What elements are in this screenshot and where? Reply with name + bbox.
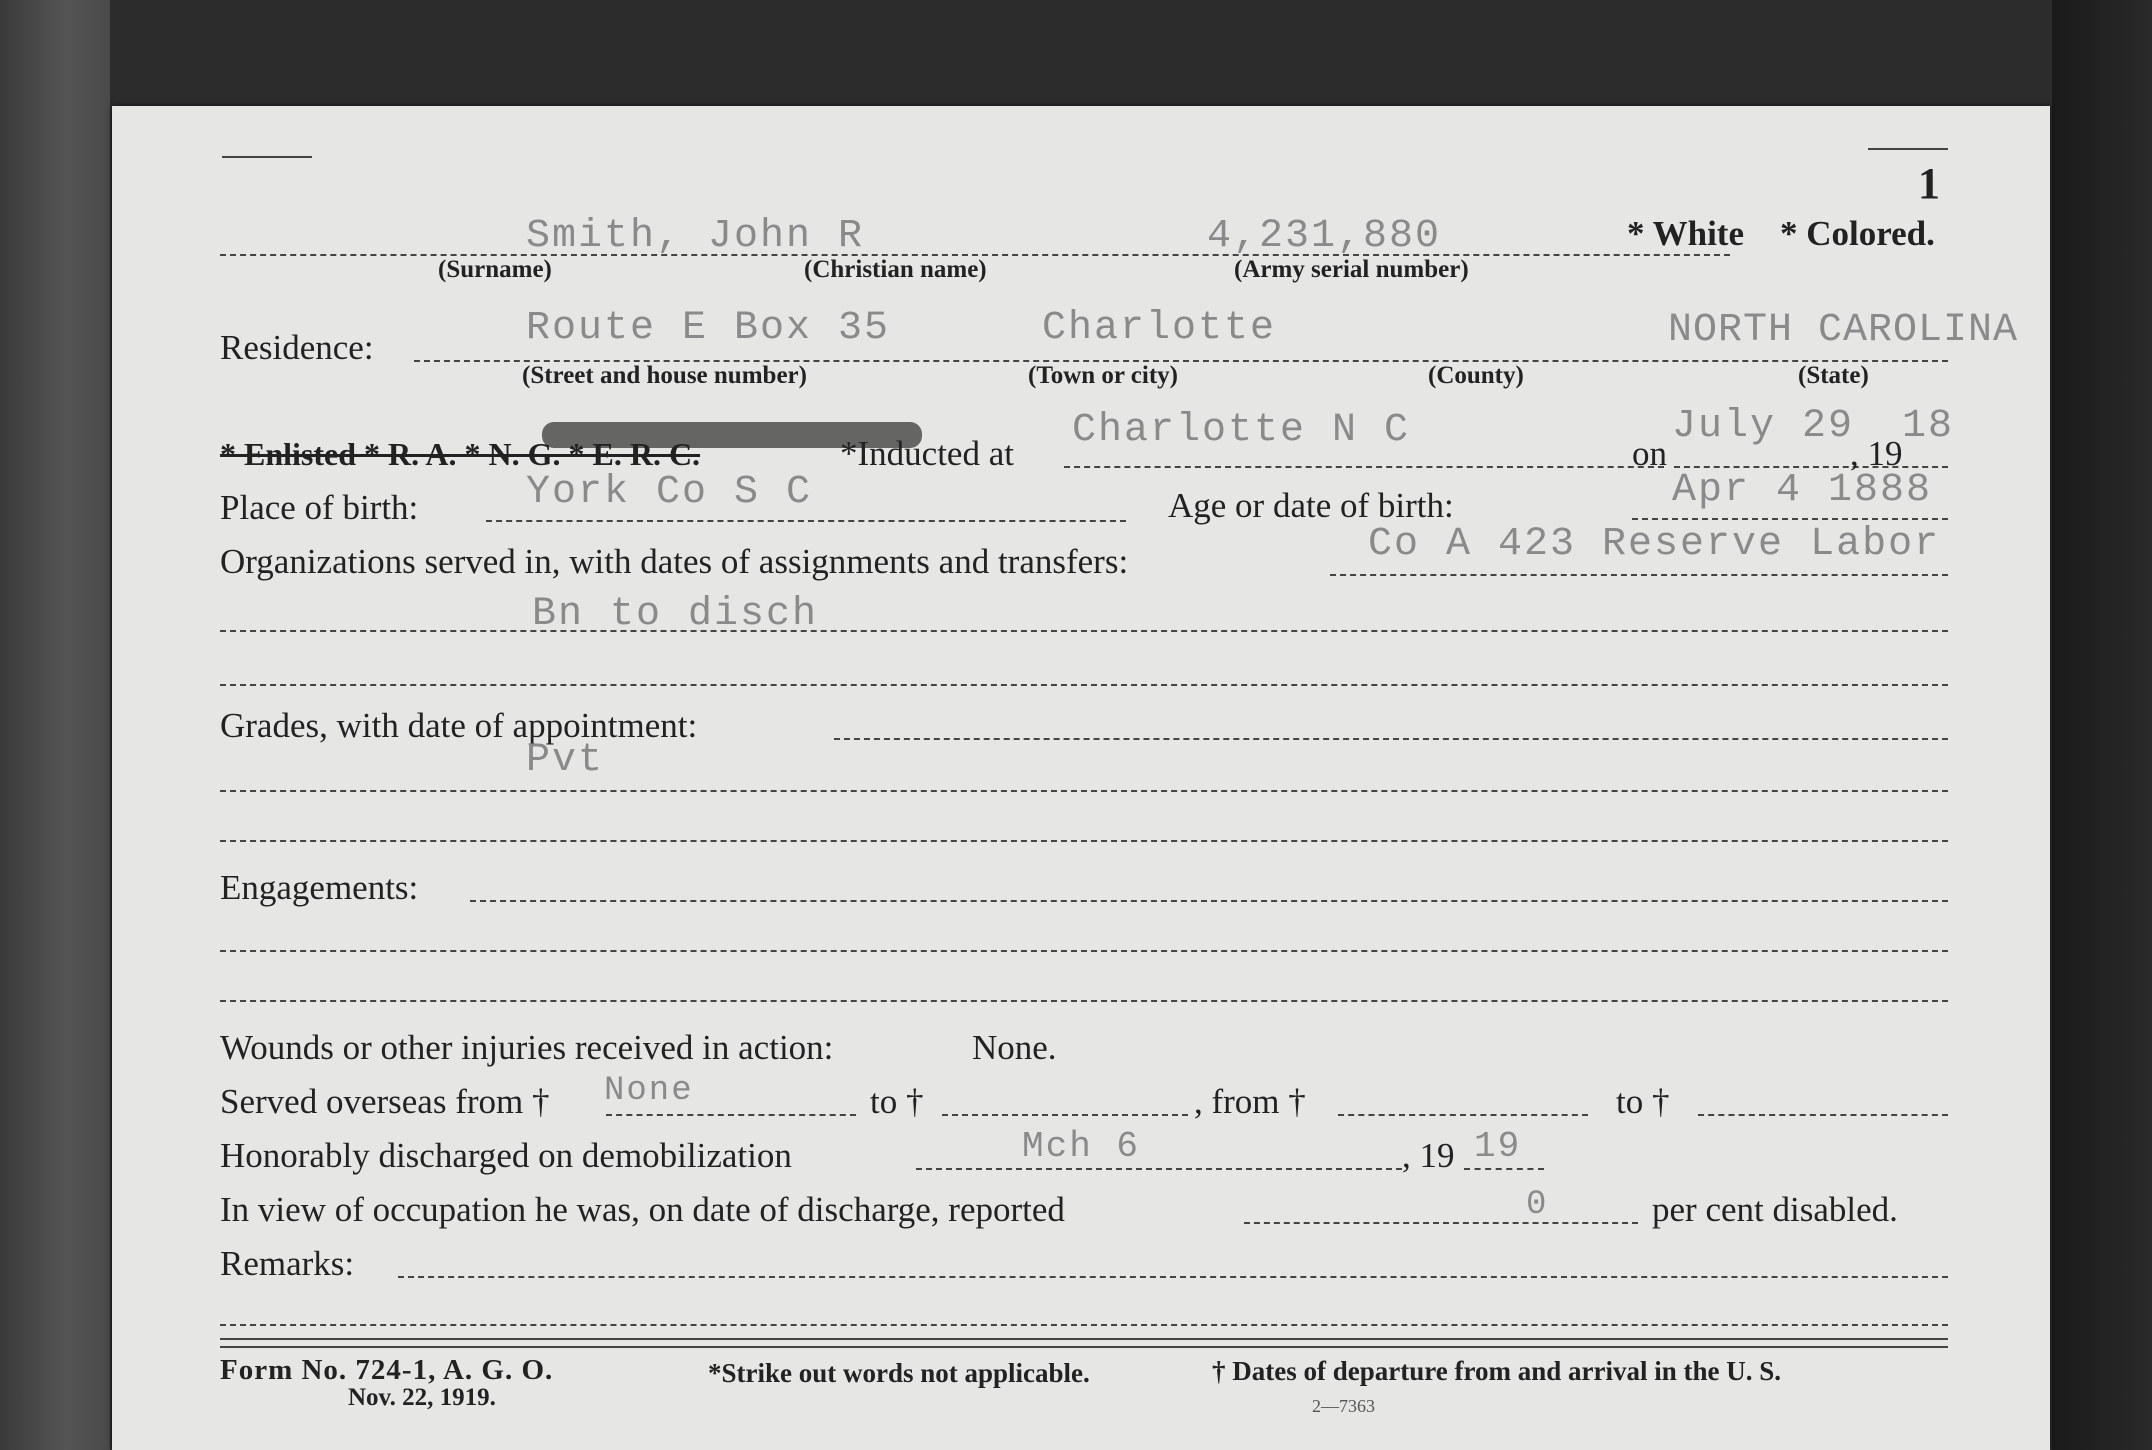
disability-line <box>1244 1222 1638 1224</box>
inducted-place: Charlotte N C <box>1072 408 1411 453</box>
disability-suffix: per cent disabled. <box>1652 1190 1898 1229</box>
organizations-label: Organizations served in, with dates of assignments and transfers: <box>220 542 1129 581</box>
discharge-date-line <box>916 1168 1402 1170</box>
engagements-line-1 <box>470 900 1948 902</box>
disability-label: In view of occupation he was, on date of discharge, reported <box>220 1190 1065 1229</box>
enlistment-types-struck: * Enlisted * R. A. * N. G. * E. R. C. <box>220 436 701 472</box>
form-number: Form No. 724-1, A. G. O. <box>220 1354 554 1386</box>
caption-surname: (Surname) <box>438 256 552 283</box>
discharge-date: Mch 6 <box>1022 1126 1141 1167</box>
printer-mark: 2—7363 <box>1312 1396 1375 1416</box>
on-label: on <box>1632 434 1667 473</box>
inducted-line <box>1064 466 1664 468</box>
caption-state: (State) <box>1798 362 1869 389</box>
remarks-label: Remarks: <box>220 1244 355 1283</box>
induction-year-prefix: , 19 <box>1850 434 1903 473</box>
overseas-to-line <box>942 1114 1188 1116</box>
white-option: * White <box>1627 214 1744 253</box>
discharge-year-line <box>1464 1168 1544 1170</box>
birth-date-value: Apr 4 1888 <box>1672 468 1933 513</box>
scan-border-left <box>0 0 110 1450</box>
service-record-card <box>112 106 2050 1450</box>
caption-county: (County) <box>1428 362 1524 389</box>
overseas-from-line <box>606 1114 856 1116</box>
grades-label: Grades, with date of appointment: <box>220 706 698 745</box>
residence-label: Residence: <box>220 328 374 367</box>
birth-date-line <box>1632 518 1948 520</box>
birth-place-label: Place of birth: <box>220 488 419 527</box>
engagements-line-3 <box>220 1000 1948 1002</box>
serial-value: 4,231,880 <box>1207 214 1442 259</box>
overseas-from-line-2 <box>1338 1114 1588 1116</box>
colored-option: * Colored. <box>1780 214 1935 253</box>
disability-value: 0 <box>1526 1186 1549 1224</box>
residence-street: Route E Box 35 <box>526 306 891 351</box>
engagements-label: Engagements: <box>220 868 419 907</box>
organizations-line-2 <box>220 630 1948 632</box>
overseas-from-value: None <box>604 1072 694 1110</box>
birth-place-line <box>486 520 1126 522</box>
strike-out-note: *Strike out words not applicable. <box>708 1358 1090 1388</box>
grades-line-2 <box>220 790 1948 792</box>
page-number: 1 <box>1918 159 1940 208</box>
remarks-line-1 <box>398 1276 1948 1278</box>
top-left-rule <box>222 156 312 158</box>
overseas-to-label: to † <box>870 1082 924 1121</box>
induction-date: July 29 <box>1672 404 1855 449</box>
organizations-value-2: Bn to disch <box>532 592 819 637</box>
residence-town: Charlotte <box>1042 306 1277 351</box>
form-date: Nov. 22, 1919. <box>348 1384 496 1411</box>
grades-line-3 <box>220 840 1948 842</box>
age-label: Age or date of birth: <box>1168 486 1454 525</box>
wounds-label: Wounds or other injuries received in action: <box>220 1028 834 1067</box>
grades-line-1 <box>834 738 1948 740</box>
dagger-note: † Dates of departure from and arrival in the U. S. <box>1212 1356 1781 1386</box>
bottom-rule-2 <box>220 1346 1948 1348</box>
engagements-line-2 <box>220 950 1948 952</box>
grade-value: Pvt <box>526 738 605 783</box>
discharge-year-prefix: , 19 <box>1402 1136 1455 1175</box>
bottom-rule-1 <box>220 1338 1948 1340</box>
discharged-label: Honorably discharged on demobilization <box>220 1136 792 1175</box>
overseas-to-label-2: to † <box>1616 1082 1670 1121</box>
overseas-to-line-2 <box>1698 1114 1948 1116</box>
discharge-year: 19 <box>1474 1126 1522 1167</box>
organizations-line-1 <box>1330 574 1948 576</box>
organizations-value-1: Co A 423 Reserve Labor <box>1368 522 1941 567</box>
remarks-line-2 <box>220 1324 1948 1326</box>
birth-place-value: York Co S C <box>526 470 813 515</box>
caption-serial-number: (Army serial number) <box>1234 256 1469 283</box>
induction-year: 18 <box>1902 404 1955 449</box>
top-right-rule <box>1868 148 1948 150</box>
caption-street: (Street and house number) <box>522 362 807 389</box>
overseas-from-label-2: , from † <box>1194 1082 1306 1121</box>
name-value: Smith, John R <box>526 214 865 259</box>
scan-border-right <box>2052 0 2152 1450</box>
inducted-label: *Inducted at <box>840 434 1014 473</box>
organizations-line-3 <box>220 684 1948 686</box>
wounds-value: None. <box>972 1028 1057 1067</box>
residence-state: NORTH CAROLINA <box>1668 308 2019 353</box>
caption-christian-name: (Christian name) <box>804 256 987 283</box>
overseas-label: Served overseas from † <box>220 1082 550 1121</box>
caption-town: (Town or city) <box>1028 362 1178 389</box>
